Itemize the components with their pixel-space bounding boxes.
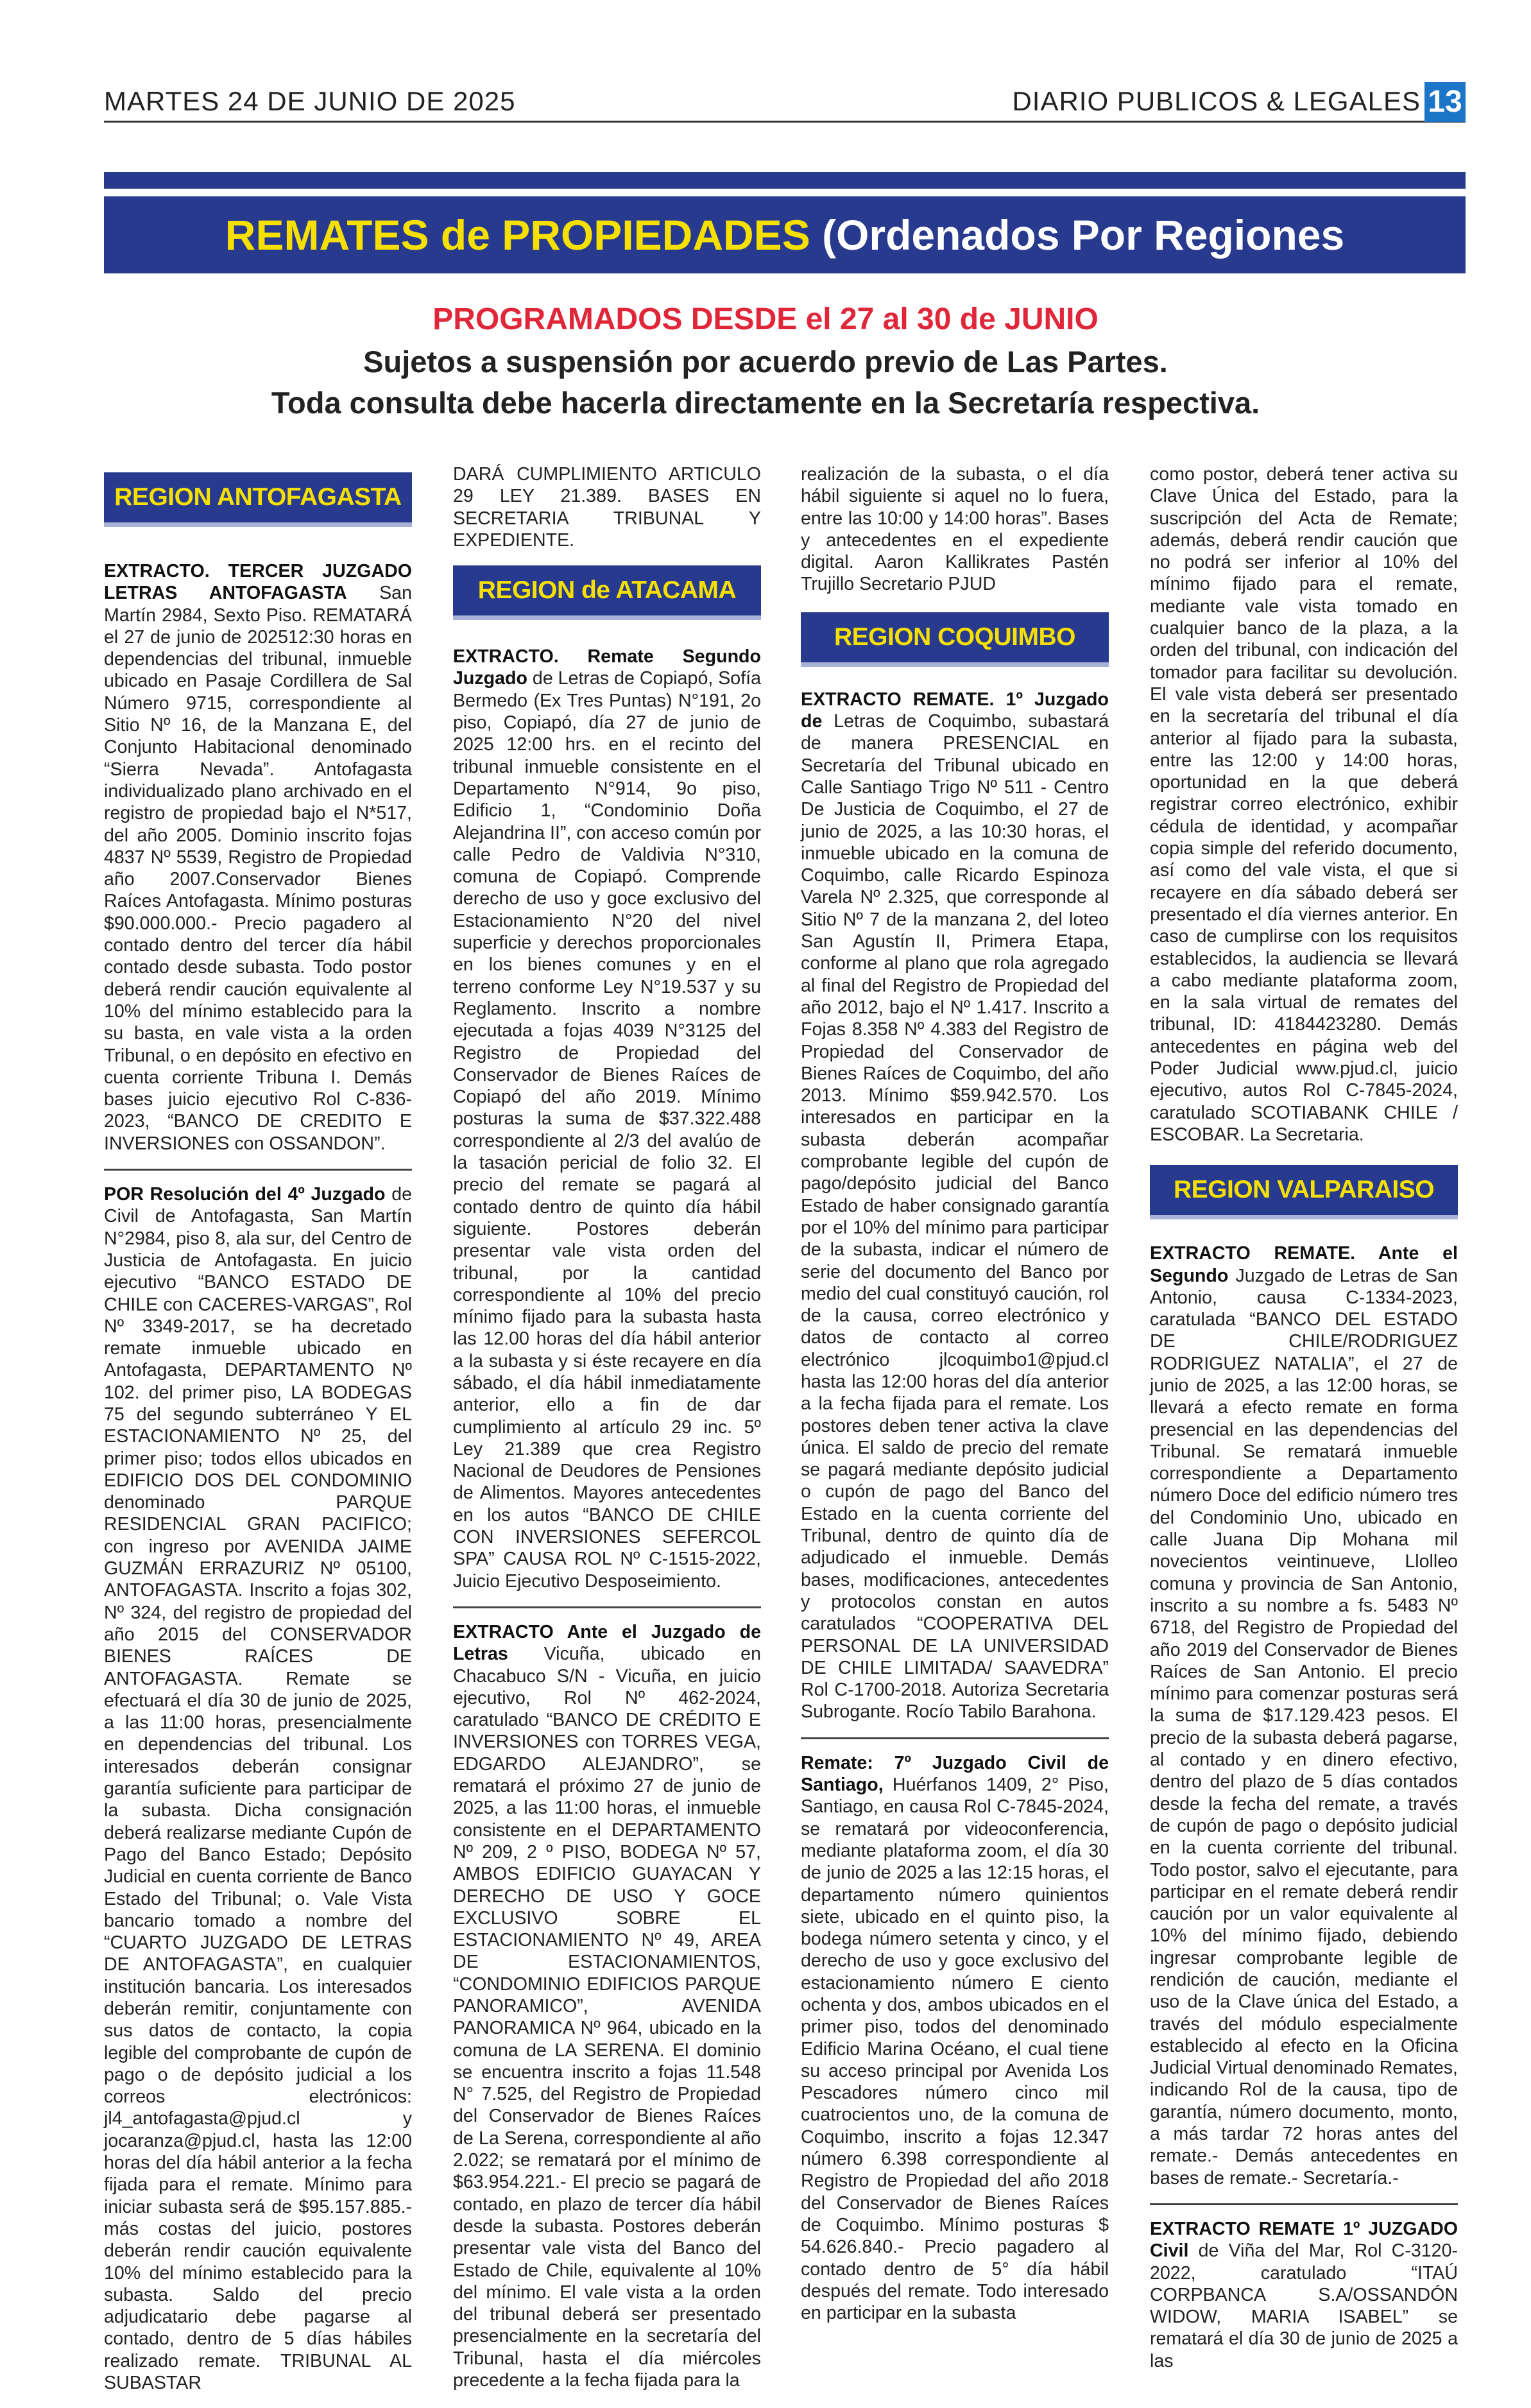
notice-lead: EXTRACTO REMATE. Ante el Segundo bbox=[1150, 1243, 1458, 1286]
notice-body: de Viña del Mar, Rol C-3120-2022, caratulado “ITAÚ CORPBANCA S.A/OSSANDÓN WIDOW, MARIA ISABEL” se rematará el día 30 de junio de 2025 a las bbox=[1150, 2240, 1458, 2371]
section-title-rest: (Ordenados Por Regiones bbox=[822, 211, 1345, 259]
newspaper-name: DIARIO PUBLICOS & LEGALES bbox=[1012, 86, 1421, 116]
notice-atacama-1 bbox=[453, 646, 761, 1592]
column-2 bbox=[453, 463, 761, 2405]
notice-body: como postor, deberá tener activa su Clave Única del Estado, para la suscripción del Acta de Remate; además, deberá rendir caución que no podrá ser inferior al 10% del mínimo fijado para el remate, mediante vale vista tomado en cualquier banco de la plaza, a la orden del tribunal, con indicación del tomador para facilitar su devolución. El vale vista deberá ser presentado en la secretaría del tribunal el día anterior al fijado para la subasta, entre las 12:00 y 14:00 horas, oportunidad en la que deberá registrar correo electrónico, exhibir cédula de identidad, y acompañar copia simple del referido documento, así como del vale vista, el que si recayere en día sábado deberá ser presentado el día viernes anterior. En caso de cumplirse con los requisitos establecidos, la audiencia se llevará a cabo mediante plataforma zoom, en la sala virtual de remates del tribunal, ID: 4184423280. Demás antecedentes en página web del Poder Judicial www.pjud.cl, juicio ejecutivo, autos Rol C-7845-2024, caratulado SCOTIABANK CHILE / ESCOBAR. La Secretaria. bbox=[1150, 464, 1458, 1145]
notice-lead: EXTRACTO Ante el Juzgado de Letras bbox=[453, 1621, 761, 1665]
notice-antofagasta-1 bbox=[104, 560, 412, 1155]
notice-body: Juzgado de Letras de San Antonio, causa C-1334-2023, caratulada “BANCO DEL ESTADO DE CHILE/RODRIGUEZ RODRIGUEZ NATALIA”, el 27 de junio de 2025, a las 12:00 horas, se llevará a efecto remate en forma presencial en las dependencias del Tribunal. Se rematará inmueble correspondiente a Departamento número Doce del edificio número tres del Condominio Uno, ubicado en calle Juana Dip Mohana mil novecientos veintinueve, Llolleo comuna y provincia de San Antonio, inscrito a su nombre a fs. 5483 Nº 6718, del Registro de Propiedad del año 2019 del Conservador de Bienes Raíces de San Antonio. El precio mínimo para comenzar posturas será la suma de $17.129.423 pesos. El precio de la subasta deberá pagarse, al contado y en dinero efectivo, dentro del plazo de 5 días contados desde la fecha del remate, a través de cupón de pago o depósito judicial en la cuenta corriente del tribunal. Todo postor, salvo el ejecutante, para participar en el remate deberá rendir caución por un valor equivalente al 10% del mínimo fijado, debiendo ingresar comprobante legible de rendición de caución, mediante el uso de la Clave única del Estado, a través del módulo especialmente establecido al efecto en la Oficina Judicial Virtual denominado Remates, indicando Rol de la causa, tipo de garantía, número documento, monto, a más tardar 72 horas antes del remate.- Demás antecedentes en bases de remate.- Secretaría.- bbox=[1150, 1265, 1458, 2189]
intro-line-1: Sujetos a suspensión por acuerdo previo de Las Partes. bbox=[363, 345, 1168, 379]
notice-lead: Remate: 7º Juzgado Civil de Santiago, bbox=[801, 1752, 1109, 1796]
notice-atacama-2-continued bbox=[801, 463, 1109, 596]
region-heading-coquimbo: REGION COQUIMBO bbox=[801, 612, 1109, 667]
page-header bbox=[104, 82, 1466, 123]
notice-body: de Letras de Copiapó, Sofía Bermedo (Ex Tres Puntas) N°191, 2o piso, Copiapó, día 27 de junio de 2025 12:00 hrs. en el recinto del tribunal inmueble consistente en el Departamento N°914, 9o piso, Edificio 1, “Condominio Doña Alejandrina II”, con acceso común por calle Pedro de Valdivia N°310, comuna de Copiapó. Comprende derecho de uso y goce exclusivo del Estacionamiento N°20 del nivel superficie y derechos proporcionales en los bienes comunes y en el terreno conforme Ley N°19.537 y su Reglamento. Inscrito a nombre ejecutada a fojas 4039 N°3125 del Registro de Propiedad del Conservador de Bienes Raíces de Copiapó del año 2019. Mínimo posturas la suma de $37.322.488 correspondiente al 2/3 del avalúo de la tasación pericial de folio 32. El precio del remate se pagará al contado dentro de quinto día hábil siguiente. Postores deberán presentar vale vista orden del tribunal, por la cantidad correspondiente al 10% del precio mínimo fijado para la subasta hasta las 12.00 horas del día hábil anterior a la subasta y si éste recayere en día sábado, el día hábil inmediatamente anterior, ello a fin de dar cumplimiento al artículo 29 inc. 5º Ley 21.389 que crea Registro Nacional de Deudores de Pensiones de Alimentos. Mayores antecedentes en los autos “BANCO DE CHILE CON INVERSIONES SEFERCOL SPA” CAUSA ROL Nº C-1515-2022, Juicio Ejecutivo Desposeimiento. bbox=[453, 668, 762, 1592]
notice-coquimbo-1 bbox=[801, 689, 1109, 1723]
banner-top-stripe bbox=[104, 172, 1466, 189]
column-4 bbox=[1150, 463, 1458, 2386]
section-title bbox=[104, 196, 1466, 273]
notice-divider bbox=[104, 1169, 412, 1171]
notice-body: Huérfanos 1409, 2° Piso, Santiago, en causa Rol C-7845-2024, se rematará por videoconferencia, mediante plataforma zoom, el día 30 de junio de 2025 a las 12:15 horas, el departamento número quinientos siete, ubicado en el quinto piso, la bodega número setenta y cinco, y el derecho de uso y goce exclusivo del estacionamiento número E ciento ochenta y dos, ambos ubicados en el primer piso, todos del denominado Edificio Marina Océano, el cual tiene su acceso principal por Avenida Los Pescadores número cinco mil cuatrocientos uno, de la comuna de Coquimbo, inscrito a fojas 12.347 número 6.398 correspondiente al Registro de Propiedad del año 2018 del Conservador de Bienes Raíces de Coquimbo. Mínimo posturas $ 54.626.840.- Precio pagadero al contado dentro de 5° día hábil después del remate. Todo interesado en participar en la subasta bbox=[801, 1775, 1109, 2324]
schedule-heading: PROGRAMADOS DESDE el 27 al 30 de JUNIO bbox=[432, 302, 1099, 336]
issue-date: MARTES 24 DE JUNIO DE 2025 bbox=[104, 86, 516, 116]
section-title-highlight: REMATES de PROPIEDADES bbox=[225, 211, 810, 259]
notice-lead: EXTRACTO. Remate Segundo Juzgado bbox=[453, 646, 761, 689]
notice-lead: EXTRACTO. TERCER JUZGADO LETRAS ANTOFAGASTA bbox=[104, 561, 412, 604]
region-heading-valparaiso: REGION VALPARAISO bbox=[1150, 1165, 1458, 1219]
notice-antofagasta-2-continued bbox=[453, 463, 761, 551]
notice-valparaiso-2 bbox=[1150, 2218, 1458, 2372]
notice-divider bbox=[801, 1737, 1109, 1739]
notice-lead: EXTRACTO REMATE 1º JUZGADO Civil bbox=[1150, 2218, 1458, 2262]
notice-body: Vicuña, ubicado en Chacabuco S/N - Vicuña, en juicio ejecutivo, Rol Nº 462-2024, caratulado “BANCO DE CRÉDITO E INVERSIONES con TORRES VEGA, EDGARDO ALEJANDRO”, se rematará el próximo 27 de junio de 2025, a las 11:00 horas, el inmueble consistente en el DEPARTAMENTO Nº 209, 2 º PISO, BODEGA Nº 57, AMBOS EDIFICIO GUAYACAN Y DERECHO DE USO Y GOCE EXCLUSIVO SOBRE EL ESTACIONAMIENTO Nº 49, AREA DE ESTACIONAMIENTOS, “CONDOMINIO EDIFICIOS PARQUE PANORAMICO”, AVENIDA PANORAMICA Nº 964, ubicado en la comuna de LA SERENA. El dominio se encuentra inscrito a fojas 11.548 N° 7.525, del Registro de Propiedad del Conservador de Bienes Raíces de La Serena, correspondiente al año 2.022; se rematará por el mínimo de $63.954.221.- El precio se pagará de contado, en plazo de tercer día hábil desde la subasta. Postores deberán presentar vale vista del Banco del Estado de Chile, equivalente al 10% del mínimo. El vale vista a la orden del tribunal deberá ser presentado presencialmente en la secretaría del Tribunal, hasta el día miércoles precedente a la fecha fijada para la bbox=[453, 1644, 761, 2391]
intro-line-2: Toda consulta debe hacerla directamente en la Secretaría respectiva. bbox=[271, 386, 1260, 420]
notice-body: de Civil de Antofagasta, San Martín N°2984, piso 8, ala sur, del Centro de Justicia de Antofagasta. En juicio ejecutivo “BANCO ESTADO DE CHILE con CACERES-VARGAS”, Rol Nº 3349-2017, se ha decretado remate inmueble ubicado en Antofagasta, DEPARTAMENTO Nº 102. del primer piso, LA BODEGAS 75 del segundo subterráneo Y EL ESTACIONAMIENTO Nº 25, del primer piso; todos ellos ubicados en EDIFICIO DOS DEL CONDOMINIO denominado PARQUE RESIDENCIAL GRAN PACIFICO; con ingreso por AVENIDA JAIME GUZMÁN ERRAZURIZ Nº 05100, ANTOFAGASTA. Inscrito a fojas 302, Nº 324, del registro de propiedad del año 2015 del CONSERVADOR BIENES RAÍCES DE ANTOFAGASTA. Remate se efectuará el día 30 de junio de 2025, a las 11:00 horas, presencialmente en dependencias del tribunal. Los interesados deberán consignar garantía suficiente para participar de la subasta. Dicha consignación deberá realizarse mediante Cupón de Pago del Banco Estado; Depósito Judicial en cuenta corriente de Banco Estado del Tribunal; o. Vale Vista bancario tomado a nombre del “CUARTO JUZGADO DE LETRAS DE ANTOFAGASTA”, en cualquier institución bancaria. Los interesados deberán remitir, conjuntamente con sus datos de contacto, la copia legible del comprobante de cupón de pago o de depósito judicial a los correos electrónicos: jl4_antofagasta@pjud.cl y jocaranza@pjud.cl, hasta las 12:00 horas del día hábil anterior a la fecha fijada para el remate. Mínimo para iniciar subasta será de $95.157.885.-más costas del juicio, postores deberán rendir caución equivalente 10% del mínimo establecido para la subasta. Saldo del precio adjudicatario debe pagarse al contado, dentro de 5 días hábiles realizado remate. TRIBUNAL AL SUBASTAR bbox=[104, 1184, 412, 2394]
notice-atacama-2 bbox=[453, 1621, 761, 2391]
column-1 bbox=[104, 463, 412, 2408]
page-number: 13 bbox=[1424, 82, 1466, 122]
notice-coquimbo-2-continued bbox=[1150, 463, 1458, 1146]
region-heading-antofagasta: REGION ANTOFAGASTA bbox=[104, 472, 412, 527]
notice-lead: EXTRACTO REMATE. 1º Juzgado de bbox=[801, 689, 1109, 732]
section-banner bbox=[104, 196, 1466, 273]
region-heading-atacama: REGION de ATACAMA bbox=[453, 565, 761, 620]
notice-valparaiso-1 bbox=[1150, 1243, 1458, 2189]
notice-body: Letras de Coquimbo, subastará de manera PRESENCIAL en Secretaría del Tribunal ubicado en Calle Santiago Trigo Nº 511 - Centro De Justicia de Coquimbo, el 27 de junio de 2025, a las 10:30 horas, el inmueble ubicado en la comuna de Coquimbo, calle Ricardo Espinoza Varela Nº 2.325, que corresponde al Sitio Nº 7 de la manzana 2, del loteo San Agustín II, Primera Etapa, conforme al plano que rola agregado al final del Registro de Propiedad del año 2012, bajo el Nº 1.417. Inscrito a Fojas 8.358 Nº 4.383 del Registro de Propiedad del Conservador de Bienes Raíces de Coquimbo, del año 2013. Mínimo $59.942.570. Los interesados en participar en la subasta deberán acompañar comprobante legible del cupón de pago/depósito judicial del Banco Estado de haber consignado garantía por el 10% del mínimo para participar de la subasta, indicar el número de serie del documento del Banco por medio del cual constituyó caución, rol de la causa, correo electrónico y datos de contacto al correo electrónico jlcoquimbo1@pjud.cl hasta las 12:00 horas del día anterior a la fecha fijada para el remate. Los postores deben tener activa la clave única. El saldo de precio del remate se pagará mediante depósito judicial o cupón de pago del Banco del Estado en la cuenta corriente del Tribunal, dentro de quinto día de adjudicado el inmueble. Demás bases, modificaciones, antecedentes y protocolos constan en autos caratulados “COOPERATIVA DEL PERSONAL DE LA UNIVERSIDAD DE CHILE LIMITADA/ SAAVEDRA” Rol C-1700-2018. Autoriza Secretaria Subrogante. Rocío Tabilo Barahona. bbox=[801, 711, 1109, 1723]
notice-antofagasta-2 bbox=[104, 1183, 412, 2394]
notice-body: San Martín 2984, Sexto Piso. REMATARÁ el 27 de junio de 202512:30 horas en dependencias del tribunal, inmueble ubicado en Pasaje Cordillera de Sal Número 9715, correspondiente al Sitio Nº 16, de la Manzana E, del Conjunto Habitacional denominado “Sierra Nevada”. Antofagasta individualizado plano archivado en el registro de propiedad bajo el N*517, del año 2005. Dominio inscrito fojas 4837 Nº 5539, Registro de Propiedad año 2007.Conservador Bienes Raíces Antofagasta. Mínimo posturas $90.000.000.- Precio pagadero al contado dentro del tercer día hábil contado desde subasta. Todo postor deberá rendir caución equivalente al 10% del mínimo establecido para la su basta, en vale vista a la orden Tribunal, o en depósito en efectivo en cuenta corriente Tribuna I. Demás bases juicio ejecutivo Rol C-836-2023, “BANCO DE CREDITO E INVERSIONES con OSSANDON”. bbox=[104, 583, 412, 1154]
notice-divider bbox=[1150, 2203, 1458, 2205]
notice-divider bbox=[453, 1606, 761, 1608]
notice-lead: POR Resolución del 4º Juzgado bbox=[104, 1184, 386, 1205]
column-3 bbox=[801, 463, 1109, 2338]
notice-body: realización de la subasta, o el día hábil siguiente si aquel no lo fuera, entre las 10:00 y 14:00 horas”. Bases y antecedentes en el expediente digital. Aaron Kallikrates Pastén Trujillo Secretario PJUD bbox=[801, 464, 1109, 595]
notice-coquimbo-2 bbox=[801, 1752, 1109, 2325]
notice-body: DARÁ CUMPLIMIENTO ARTICULO 29 LEY 21.389. BASES EN SECRETARIA TRIBUNAL Y EXPEDIENTE. bbox=[453, 464, 761, 551]
